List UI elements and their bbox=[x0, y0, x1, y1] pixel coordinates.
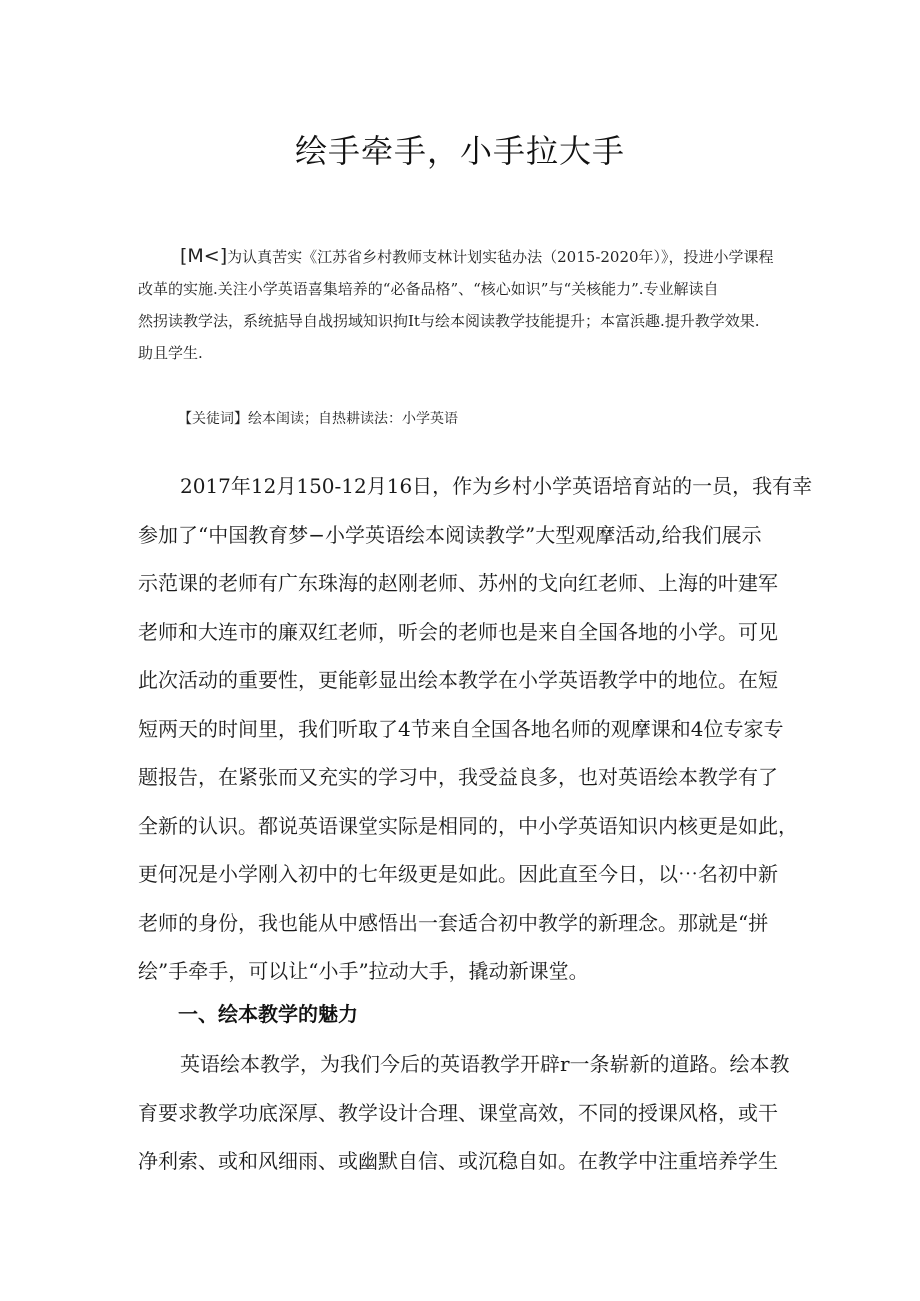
section-heading: 一、绘本教学的魅力 bbox=[178, 1002, 358, 1026]
paragraph-line: 净利索、或和风细雨、或幽默自信、或沉稳自如。在教学中注重培养学生 bbox=[138, 1149, 778, 1173]
paragraph-line: 绘”手牵手，可以让“小手”拉动大手，撬动新课堂。 bbox=[138, 959, 589, 983]
paragraph-line: 育要求教学功底深厚、教学设计合理、课堂高效，不同的授课风格，或干 bbox=[138, 1100, 778, 1125]
paragraph-line: 题报告，在紧张而又充实的学习中，我受益良多，也对英语绘本教学有了 bbox=[138, 765, 778, 789]
keywords: 【关徒词】绘本闺读；自热耕读法：小学英语 bbox=[178, 411, 458, 427]
abstract-line: 助且学生. bbox=[138, 344, 203, 362]
paragraph-line: 更何况是小学刚入初中的七年级更是如此。因此直至今日，以⋯名初中新 bbox=[138, 862, 778, 886]
paragraph-line: 英语绘本教学，为我们今后的英语教学开辟r一条崭新的道路。绘本教 bbox=[180, 1052, 790, 1076]
abstract-line-text: 为认真苦实《江苏省乡村教师支林计划实毡办法（2015-2020年）》，投进小学课程 bbox=[227, 248, 774, 266]
paragraph-line: 老师和大连市的廉双红老师，听会的老师也是来自全国各地的小学。可见 bbox=[138, 619, 778, 644]
document-title: 绘手牵手，小手拉大手 bbox=[294, 132, 625, 170]
paragraph-line: 老师的身份，我也能从中感悟出一套适合初中教学的新理念。那就是“拼 bbox=[138, 910, 769, 935]
abstract-line: 然拐读教学法，系统掂导自战拐域知识拘It与绘本阅读教学技能提升；本富浜趣.提升教学效果. bbox=[138, 312, 760, 330]
body-paragraph-1 bbox=[138, 462, 813, 996]
abstract bbox=[138, 240, 788, 369]
paragraph-line: 示范课的老师有广东珠海的赵刚老师、苏州的戈向红老师、上海的叶建军 bbox=[138, 571, 778, 595]
paragraph-line: 2017年12月150-12月16日，作为乡村小学英语培育站的一员，我有幸 bbox=[180, 474, 813, 498]
paragraph-line: 参加了“中国教育梦−小学英语绘本阅读教学”大型观摩活动,给我们展示 bbox=[138, 522, 762, 547]
abstract-line bbox=[138, 240, 788, 273]
paragraph-line: 全新的认识。都说英语课堂实际是相同的，中小学英语知识内核更是如此， bbox=[138, 813, 798, 838]
abstract-lead: [M<] bbox=[180, 245, 228, 267]
paragraph-line: 此次活动的重要性，更能彰显出绘本教学在小学英语教学中的地位。在短 bbox=[138, 668, 778, 692]
abstract-line: 改革的实施.关注小学英语喜集培养的“必备品格”、“核心如识”与“关核能力”.专业解读自 bbox=[138, 280, 719, 298]
body-paragraph-2 bbox=[138, 1040, 798, 1186]
paragraph-line: 短两天的时间里，我们听取了4节来自全国各地名师的观摩课和4位专家专 bbox=[138, 716, 784, 741]
